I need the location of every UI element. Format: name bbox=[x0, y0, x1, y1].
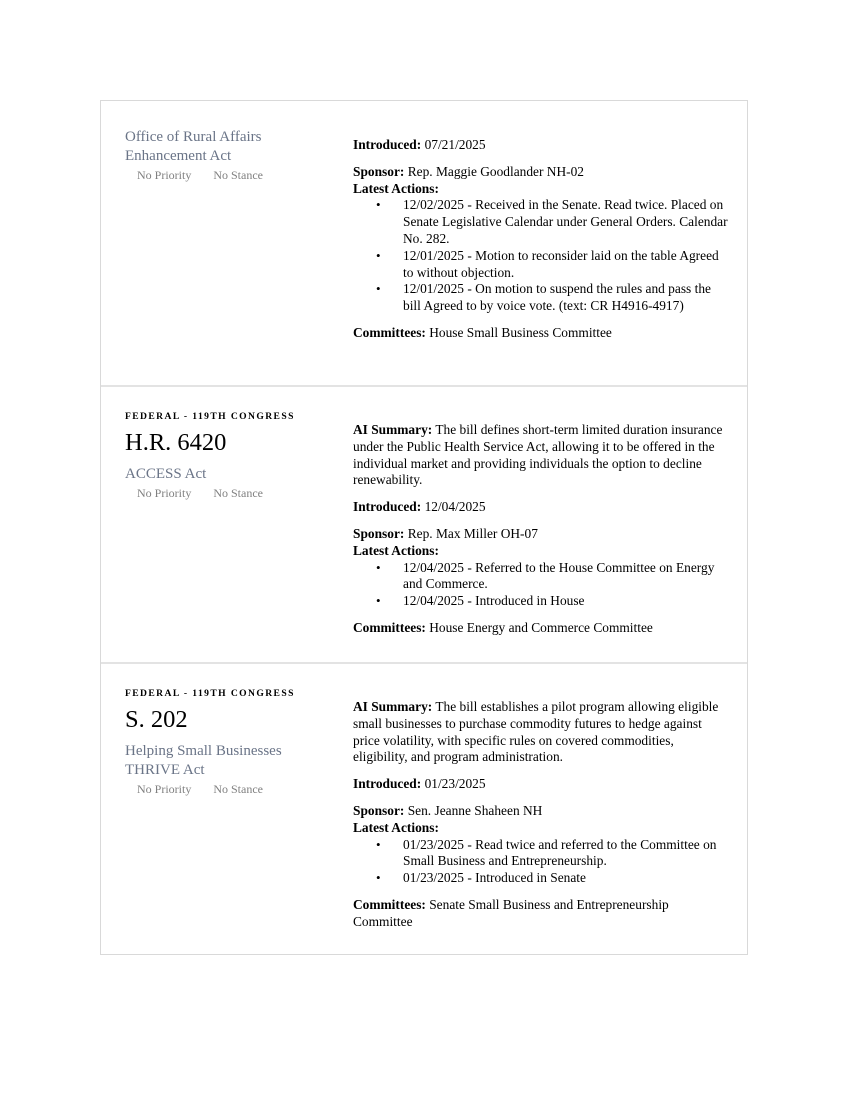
introduced-field bbox=[353, 499, 728, 516]
summary-field bbox=[353, 422, 728, 489]
committees-label: Committees: bbox=[353, 896, 426, 912]
sponsor-field bbox=[353, 526, 728, 543]
priority-label[interactable]: No Priority bbox=[137, 486, 192, 500]
congress-label: FEDERAL - 119TH CONGRESS bbox=[125, 411, 295, 422]
committees-value: Senate Small Business and Entrepreneurship Committee bbox=[353, 896, 669, 929]
latest-actions-label: Latest Actions: bbox=[353, 819, 439, 835]
summary-text: The bill defines short-term limited duration insurance under the Public Health Service Act, allowing it to be offered in the individual market and providing individuals the option to decline renewability. bbox=[353, 422, 723, 488]
sponsor-name: Rep. Maggie Goodlander NH-02 bbox=[407, 163, 584, 179]
bill-card bbox=[101, 385, 747, 662]
action-item: • 12/04/2025 - Introduced in House bbox=[403, 593, 728, 610]
action-item: • 12/01/2025 - Motion to reconsider laid on the table Agreed to without objection. bbox=[403, 248, 728, 282]
sponsor-label: Sponsor: bbox=[353, 163, 405, 179]
committees-label: Committees: bbox=[353, 324, 426, 340]
stance-label[interactable]: No Stance bbox=[213, 486, 263, 500]
congress-label: FEDERAL - 119TH CONGRESS bbox=[125, 688, 295, 699]
introduced-label: Introduced: bbox=[353, 499, 422, 515]
latest-actions-list bbox=[353, 837, 728, 887]
stance-label[interactable]: No Stance bbox=[213, 168, 263, 182]
introduced-date: 12/04/2025 bbox=[424, 499, 486, 515]
action-item: • 01/23/2025 - Read twice and referred to the Committee on Small Business and Entrepreneurship. bbox=[403, 837, 728, 871]
bill-card bbox=[101, 101, 747, 385]
priority-label[interactable]: No Priority bbox=[137, 782, 192, 796]
summary-label: AI Summary: bbox=[353, 699, 433, 714]
introduced-field bbox=[353, 776, 728, 793]
bill-title[interactable]: Office of Rural Affairs Enhancement Act bbox=[125, 129, 262, 164]
introduced-label: Introduced: bbox=[353, 776, 422, 792]
latest-actions-list bbox=[353, 560, 728, 610]
bill-header bbox=[125, 411, 325, 501]
committees-field bbox=[353, 325, 728, 342]
latest-actions-label: Latest Actions: bbox=[353, 180, 439, 196]
committees-label: Committees: bbox=[353, 619, 426, 635]
committees-value: House Small Business Committee bbox=[429, 324, 612, 340]
bill-header bbox=[125, 688, 325, 797]
action-item: • 12/01/2025 - On motion to suspend the rules and pass the bill Agreed to by voice vote. (text: CR H4916-4917) bbox=[403, 281, 728, 315]
stance-label[interactable]: No Stance bbox=[213, 782, 263, 796]
sponsor-label: Sponsor: bbox=[353, 802, 405, 818]
latest-actions-list bbox=[353, 197, 728, 315]
bill-meta bbox=[125, 486, 325, 501]
sponsor-field bbox=[353, 164, 728, 181]
latest-actions-label: Latest Actions: bbox=[353, 542, 439, 558]
bill-header bbox=[125, 128, 325, 183]
sponsor-label: Sponsor: bbox=[353, 525, 405, 541]
committees-field bbox=[353, 620, 728, 637]
summary-label: AI Summary: bbox=[353, 422, 433, 437]
bill-number[interactable]: S. 202 bbox=[125, 706, 188, 733]
sponsor-field bbox=[353, 803, 728, 820]
summary-field bbox=[353, 699, 728, 766]
bill-number[interactable]: H.R. 6420 bbox=[125, 429, 227, 456]
bill-meta bbox=[125, 168, 325, 183]
introduced-label: Introduced: bbox=[353, 137, 422, 152]
sponsor-name: Rep. Max Miller OH-07 bbox=[407, 525, 538, 541]
committees-field bbox=[353, 897, 728, 931]
action-item: • 12/04/2025 - Referred to the House Committee on Energy and Commerce. bbox=[403, 560, 728, 594]
bill-card bbox=[101, 662, 747, 954]
action-item: • 12/02/2025 - Received in the Senate. Read twice. Placed on Senate Legislative Calendar under General Orders. Calendar No. 282. bbox=[403, 197, 728, 247]
bill-meta bbox=[125, 782, 325, 797]
action-item: • 01/23/2025 - Introduced in Senate bbox=[403, 870, 728, 887]
bill-details bbox=[353, 137, 728, 342]
priority-label[interactable]: No Priority bbox=[137, 168, 192, 182]
bill-title[interactable]: ACCESS Act bbox=[125, 466, 207, 482]
introduced-date: 01/23/2025 bbox=[424, 776, 486, 792]
bill-details bbox=[353, 699, 728, 931]
sponsor-name: Sen. Jeanne Shaheen NH bbox=[407, 802, 543, 818]
introduced-date: 07/21/2025 bbox=[424, 137, 486, 152]
committees-value: House Energy and Commerce Committee bbox=[429, 619, 653, 635]
introduced-field bbox=[353, 137, 728, 154]
bill-list bbox=[100, 100, 748, 955]
bill-title[interactable]: Helping Small Businesses THRIVE Act bbox=[125, 743, 282, 778]
bill-details bbox=[353, 422, 728, 637]
summary-text: The bill establishes a pilot program allowing eligible small businesses to purchase commodity futures to hedge against price volatility, with specific rules on covered commodities, eligibility, and program administration. bbox=[353, 699, 719, 765]
